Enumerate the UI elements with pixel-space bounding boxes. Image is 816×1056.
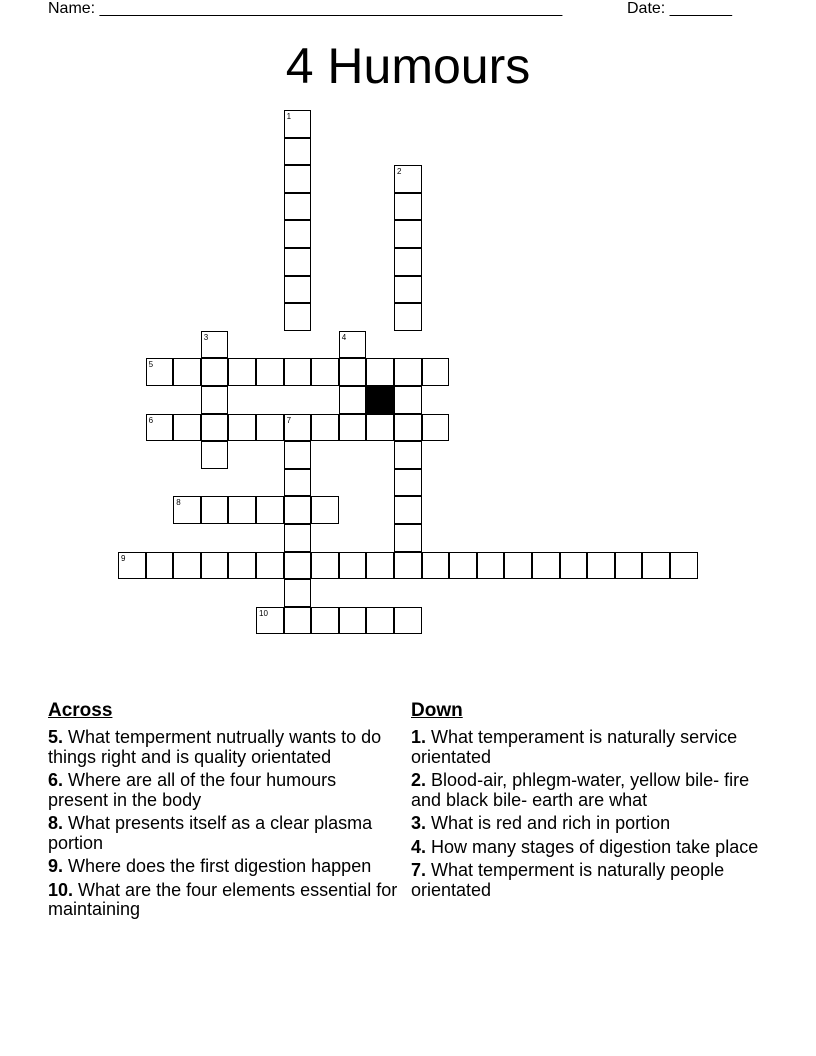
clue-number: 3. <box>411 813 427 833</box>
clue-text: What temperment nutrually wants to do things right and is quality orientated <box>48 727 382 767</box>
crossword-cell[interactable] <box>394 193 422 221</box>
crossword-cell[interactable] <box>173 358 201 386</box>
crossword-cell[interactable] <box>256 607 284 635</box>
crossword-cell[interactable] <box>449 552 477 580</box>
clue-number: 7. <box>411 860 427 880</box>
crossword-cell[interactable] <box>532 552 560 580</box>
crossword-cell[interactable] <box>201 552 229 580</box>
clue-number: 6. <box>48 770 64 790</box>
clue-text: What presents itself as a clear plasma portion <box>48 813 373 853</box>
crossword-cell[interactable] <box>284 552 312 580</box>
crossword-cell[interactable] <box>284 276 312 304</box>
crossword-cell[interactable] <box>394 496 422 524</box>
crossword-cell[interactable] <box>311 414 339 442</box>
crossword-cell[interactable] <box>284 607 312 635</box>
crossword-cell[interactable] <box>339 358 367 386</box>
crossword-cell[interactable] <box>284 414 312 442</box>
cell-number: 9 <box>121 553 126 563</box>
crossword-cell[interactable] <box>201 386 229 414</box>
page-title: 4 Humours <box>285 38 531 94</box>
crossword-cell[interactable] <box>201 414 229 442</box>
cell-number: 4 <box>341 332 347 342</box>
clue-text: How many stages of digestion take place <box>431 836 759 857</box>
cell-number: 1 <box>286 112 292 121</box>
clue-number: 2. <box>411 770 427 790</box>
crossword-cell[interactable] <box>146 552 174 580</box>
across-heading: Across <box>48 700 113 721</box>
crossword-cell[interactable] <box>284 469 312 497</box>
crossword-cell[interactable] <box>284 110 312 138</box>
down-clue <box>411 814 761 834</box>
crossword-cell[interactable] <box>146 414 174 442</box>
down-clue <box>411 728 761 767</box>
crossword-cell[interactable] <box>284 220 312 248</box>
cell-number: 8 <box>176 498 181 508</box>
crossword-cell[interactable] <box>366 414 394 442</box>
crossword-cell[interactable] <box>394 220 422 248</box>
down-clues <box>411 700 761 904</box>
crossword-cell[interactable] <box>146 358 174 386</box>
crossword-cell[interactable] <box>284 358 312 386</box>
across-clues <box>48 700 398 924</box>
crossword-cell[interactable] <box>284 496 312 524</box>
crossword-cell[interactable] <box>670 552 698 580</box>
crossword-cell[interactable] <box>284 165 312 193</box>
crossword-cell[interactable] <box>394 552 422 580</box>
cell-number: 7 <box>286 415 292 425</box>
crossword-cell[interactable] <box>394 441 422 469</box>
crossword-cell[interactable] <box>284 579 312 607</box>
across-clue <box>48 728 398 767</box>
crossword-cell[interactable] <box>394 607 422 635</box>
across-clue <box>48 771 398 810</box>
crossword-cell[interactable] <box>173 496 201 524</box>
crossword-cell[interactable] <box>394 386 422 414</box>
clue-number: 4. <box>411 836 427 857</box>
crossword-cell[interactable] <box>477 552 505 580</box>
crossword-cell[interactable] <box>256 358 284 386</box>
crossword-cell[interactable] <box>339 386 367 414</box>
down-clue <box>411 861 761 900</box>
date-field-label: Date: _______ <box>627 0 732 17</box>
crossword-cell[interactable] <box>339 607 367 635</box>
crossword-cell[interactable] <box>560 552 588 580</box>
crossword-cell[interactable] <box>228 496 256 524</box>
crossword-cell[interactable] <box>366 358 394 386</box>
clue-text: What is red and rich in portion <box>431 813 671 833</box>
crossword-cell[interactable] <box>366 552 394 580</box>
clue-number: 1. <box>411 727 427 747</box>
crossword-cell[interactable] <box>394 358 422 386</box>
cell-number: 3 <box>203 332 209 342</box>
crossword-cell[interactable] <box>311 358 339 386</box>
crossword-cell[interactable] <box>228 414 256 442</box>
crossword-cell[interactable] <box>201 441 229 469</box>
crossword-cell[interactable] <box>394 414 422 442</box>
across-clue <box>48 814 398 853</box>
crossword-cell[interactable] <box>394 524 422 552</box>
cell-number: 2 <box>397 167 402 177</box>
crossword-cell[interactable] <box>284 193 312 221</box>
crossword-cell[interactable] <box>394 248 422 276</box>
crossword-cell[interactable] <box>394 303 422 331</box>
crossword-cell[interactable] <box>615 552 643 580</box>
down-heading: Down <box>411 700 463 721</box>
crossword-cell[interactable] <box>256 552 284 580</box>
black-cell <box>366 386 394 414</box>
crossword-cell[interactable] <box>422 414 450 442</box>
crossword-cell[interactable] <box>284 138 312 166</box>
crossword-cell[interactable] <box>256 496 284 524</box>
crossword-cell[interactable] <box>118 552 146 580</box>
crossword-cell[interactable] <box>394 469 422 497</box>
crossword-cell[interactable] <box>284 248 312 276</box>
clue-text: Blood-air, phlegm-water, yellow bile- fire and black bile- earth are what <box>411 770 750 810</box>
clue-number: 9. <box>48 856 64 876</box>
crossword-cell[interactable] <box>256 414 284 442</box>
clue-number: 10. <box>48 879 74 900</box>
clue-text: What are the four elements essential for maintaining <box>48 879 398 919</box>
crossword-cell[interactable] <box>311 496 339 524</box>
down-clue <box>411 771 761 810</box>
crossword-cell[interactable] <box>284 524 312 552</box>
crossword-cell[interactable] <box>201 331 229 359</box>
down-clue <box>411 838 761 858</box>
crossword-cell[interactable] <box>422 358 450 386</box>
crossword-cell[interactable] <box>422 552 450 580</box>
crossword-cell[interactable] <box>394 276 422 304</box>
crossword-cell[interactable] <box>228 552 256 580</box>
crossword-cell[interactable] <box>284 303 312 331</box>
clue-text: What temperment is naturally people orientated <box>411 860 725 900</box>
crossword-cell[interactable] <box>201 358 229 386</box>
cell-number: 6 <box>148 415 154 425</box>
crossword-cell[interactable] <box>339 331 367 359</box>
crossword-cell[interactable] <box>284 441 312 469</box>
crossword-cell[interactable] <box>587 552 615 580</box>
crossword-cell[interactable] <box>173 552 201 580</box>
crossword-cell[interactable] <box>339 552 367 580</box>
clue-text: What temperament is naturally service orientated <box>411 727 738 767</box>
clue-text: Where are all of the four humours present in the body <box>48 770 337 810</box>
across-clue <box>48 881 398 920</box>
crossword-cell[interactable] <box>339 414 367 442</box>
crossword-cell[interactable] <box>228 358 256 386</box>
crossword-cell[interactable] <box>642 552 670 580</box>
across-clue <box>48 857 398 877</box>
crossword-cell[interactable] <box>394 165 422 193</box>
crossword-cell[interactable] <box>504 552 532 580</box>
clue-number: 8. <box>48 813 64 833</box>
crossword-cell[interactable] <box>366 607 394 635</box>
name-field-label: Name: ____________________________________________________ <box>48 0 563 17</box>
crossword-cell[interactable] <box>311 552 339 580</box>
crossword-cell[interactable] <box>201 496 229 524</box>
cell-number: 5 <box>148 360 154 370</box>
crossword-cell[interactable] <box>173 414 201 442</box>
clue-number: 5. <box>48 727 64 747</box>
cell-number: 10 <box>259 608 268 618</box>
crossword-cell[interactable] <box>311 607 339 635</box>
clue-text: Where does the first digestion happen <box>68 856 372 876</box>
